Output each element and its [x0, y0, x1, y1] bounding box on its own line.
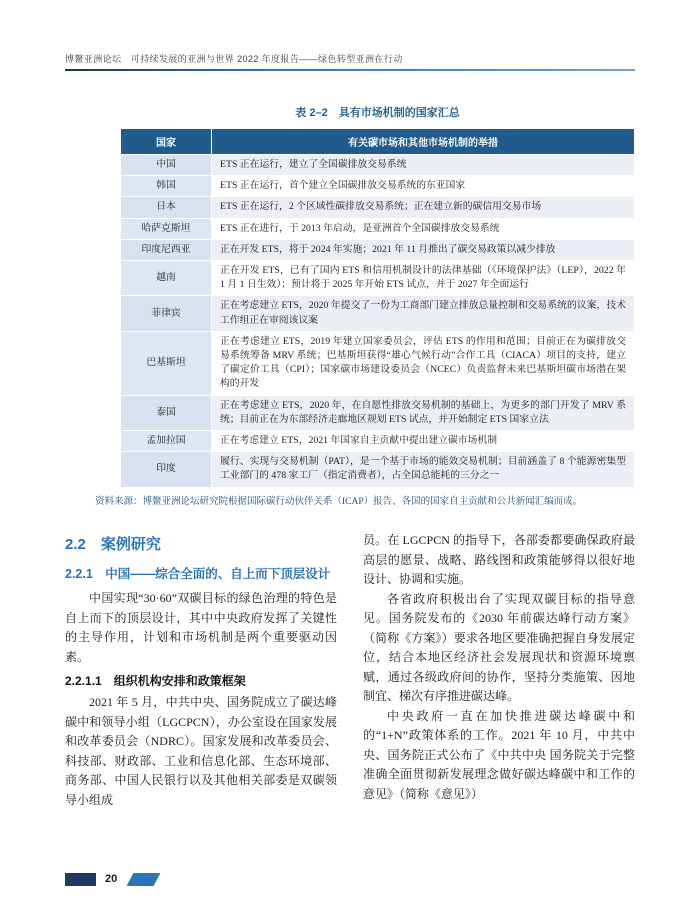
body-paragraph: 员。在 LGCPCN 的指导下，各部委都要确保政府最高层的愿景、战略、路线图和政策能够得以很好地设计、协调和实施。 [363, 533, 635, 587]
country-cell: 日本 [121, 197, 212, 218]
measures-cell: 正在开发 ETS，将于 2024 年实施；2021 年 11 月推出了碳交易政策以减少排放 [212, 239, 635, 260]
table-row [121, 431, 635, 452]
country-cell: 韩国 [121, 176, 212, 197]
section-heading: 2.2 案例研究 [65, 536, 161, 554]
body-paragraph: 各省政府积极出台了实现双碳目标的指导意见。国务院发布的《2030 年前碳达峰行动方案》（简称《方案》）要求各地区要准确把握自身发展定位，结合本地区经济社会发展现状和资源环境禀赋，通过各级政府间的协作，坚持分类施策、因地制宜、梯次有序推进碳达峰。 [363, 591, 635, 704]
country-cell: 中国 [121, 155, 212, 176]
market-mechanisms-table [120, 128, 635, 488]
table-row [121, 395, 635, 430]
table-header-row [121, 129, 635, 155]
table-row [121, 296, 635, 331]
country-cell: 印度尼西亚 [121, 239, 212, 260]
table-row [121, 331, 635, 395]
table-row [121, 218, 635, 239]
measures-cell: ETS 正在运行，首个建立全国碳排放交易系统的东亚国家 [212, 176, 635, 197]
measures-cell: ETS 正在运行，2 个区域性碳排放交易系统；正在建立新的碳信用交易市场 [212, 197, 635, 218]
measures-cell: 正在考虑建立 ETS，2019 年建立国家委员会，评估 ETS 的作用和范围；目前正在为碳排放交易系统筹备 MRV 系统；巴基斯坦获得“雄心气候行动”合作工具（CIACA）项目的支持，建立了碳定价工具（CPI）；国家碳市场建设委员会（NCEC）负责监督未来巴基斯坦碳市场潜在架构的开发 [212, 331, 635, 395]
body-paragraph: 中国实现“30·60”双碳目标的绿色治理的特色是自上而下的顶层设计，其中中央政府发挥了关键性的主导作用，计划和市场机制是两个重要驱动因素。 [65, 591, 337, 664]
measures-cell: 履行、实现与交易机制（PAT），是一个基于市场的能效交易机制；目前涵盖了 8 个能源密集型工业部门的 478 家工厂（指定消费者），占全国总能耗的三分之一 [212, 452, 635, 487]
table-row [121, 239, 635, 260]
country-cell: 孟加拉国 [121, 431, 212, 452]
column-header-measures: 有关碳市场和其他市场机制的举措 [212, 129, 635, 155]
body-columns [65, 531, 635, 810]
page-footer [65, 872, 157, 886]
body-paragraph: 中央政府一直在加快推进碳达峰碳中和的“1+N”政策体系的工作。2021 年 10 月，中共中央、国务院正式公布了《中共中央 国务院关于完整准确全面贯彻新发展理念做好碳达峰碳中和工作的意见》（简称《意见》） [363, 708, 635, 801]
page-number: 20 [105, 873, 118, 885]
subsection-heading: 2.2.1 中国——综合全面的、自上而下顶层设计 [65, 567, 331, 582]
footer-bar [65, 873, 96, 886]
measures-cell: 正在考虑建立 ETS，2020 年提交了一份为工商部门建立排放总量控制和交易系统的议案，技术工作组正在审阅该议案 [212, 296, 635, 331]
table-row [121, 452, 635, 487]
country-cell: 哈萨克斯坦 [121, 218, 212, 239]
measures-cell: ETS 正在运行，建立了全国碳排放交易系统 [212, 155, 635, 176]
left-column [65, 531, 337, 810]
running-head: 博鳌亚洲论坛 可持续发展的亚洲与世界 2022 年度报告——绿色转型亚洲在行动 [65, 54, 403, 64]
body-paragraph: 2021 年 5 月，中共中央、国务院成立了碳达峰碳中和领导小组（LGCPCN），办公室设在国家发展和改革委员会（NDRC）。国家发展和改革委员会、科技部、财政部、工业和信息化部、生态环境部、商务部、中国人民银行以及其他相关部委是双碳领导小组成 [65, 695, 337, 807]
header-rule [65, 69, 635, 71]
measures-cell: ETS 正在进行，于 2013 年启动，是亚洲首个全国碳排放交易系统 [212, 218, 635, 239]
measures-cell: 正在考虑建立 ETS，2021 年国家自主贡献中提出建立碳市场机制 [212, 431, 635, 452]
table-row [121, 176, 635, 197]
country-cell: 印度 [121, 452, 212, 487]
subsubsection-heading: 2.2.1.1 组织机构安排和政策框架 [65, 674, 246, 688]
country-cell: 巴基斯坦 [121, 331, 212, 395]
measures-cell: 正在考虑建立 ETS，2020 年，在自愿性排放交易机制的基础上，为更多的部门开发了 MRV 系统；目前正在为东部经济走廊地区规划 ETS 试点，并开始制定 ETS 国家立法 [212, 395, 635, 430]
page-body [65, 100, 635, 810]
table-row [121, 197, 635, 218]
table-row [121, 261, 635, 296]
table-row [121, 155, 635, 176]
country-cell: 菲律宾 [121, 296, 212, 331]
country-cell: 越南 [121, 261, 212, 296]
source-note: 资料来源：博鳌亚洲论坛研究院根据国际碳行动伙伴关系（ICAP）报告、各国的国家自主贡献和公共新闻汇编而成。 [95, 496, 583, 507]
column-header-country: 国家 [121, 129, 212, 155]
right-column [363, 531, 635, 810]
measures-cell: 正在开发 ETS，已有了国内 ETS 和信用机制设计的法律基础（《环境保护法》（LEP），2022 年 1 月 1 日生效）；预计将于 2025 年开始 ETS 试点，并于 2027 年全面运行 [212, 261, 635, 296]
table-caption: 表 2–2 具有市场机制的国家汇总 [295, 107, 460, 119]
footer-flag [127, 873, 161, 886]
country-cell: 泰国 [121, 395, 212, 430]
